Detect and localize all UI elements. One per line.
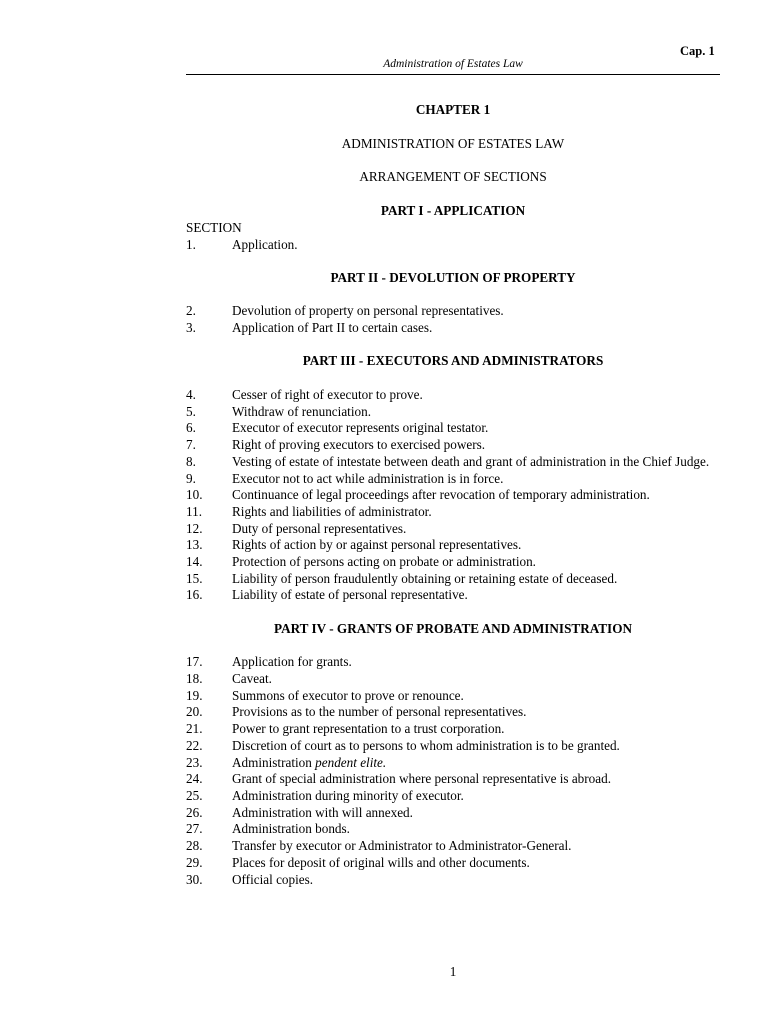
section-number: 28. bbox=[186, 838, 203, 854]
section-title-text: Provisions as to the number of personal representatives. bbox=[232, 704, 527, 720]
section-number: 23. bbox=[186, 754, 203, 770]
section-title-text: Liability of estate of personal representative. bbox=[232, 587, 468, 603]
section-title-text: Application of Part II to certain cases. bbox=[232, 320, 433, 336]
section-number: 17. bbox=[186, 654, 203, 670]
section-entry bbox=[186, 654, 720, 671]
section-number: 29. bbox=[186, 854, 203, 870]
section-title-text: Discretion of court as to persons to whom administration is to be granted. bbox=[232, 737, 620, 753]
part-heading: PART III - EXECUTORS AND ADMINISTRATORS bbox=[302, 353, 604, 369]
section-title bbox=[232, 821, 720, 838]
section-entry bbox=[186, 805, 720, 822]
section-entry bbox=[186, 821, 720, 838]
section-title bbox=[232, 487, 720, 504]
section-entry bbox=[186, 387, 720, 404]
section-title bbox=[232, 805, 720, 822]
section-number: 24. bbox=[186, 771, 203, 787]
section-number: 18. bbox=[186, 671, 203, 687]
section-title bbox=[232, 688, 720, 705]
section-title bbox=[232, 420, 720, 437]
section-entry bbox=[186, 487, 720, 504]
section-entry bbox=[186, 537, 720, 554]
parts-list bbox=[186, 203, 720, 888]
section-entry bbox=[186, 872, 720, 889]
section-title bbox=[232, 320, 720, 337]
section-number: 25. bbox=[186, 788, 203, 803]
section-number: 10. bbox=[186, 487, 203, 503]
section-entry bbox=[186, 738, 720, 755]
section-title-text: Grant of special administration where personal representative is abroad. bbox=[232, 771, 611, 787]
section-column-label: SECTION bbox=[186, 219, 242, 235]
section-title bbox=[232, 537, 720, 554]
section-entry bbox=[186, 721, 720, 738]
section-title-text: Caveat. bbox=[232, 671, 272, 687]
section-title-text: Administration bonds. bbox=[232, 821, 350, 837]
section-title-text: Protection of persons acting on probate or administration. bbox=[232, 554, 536, 570]
section-title-text: Rights and liabilities of administrator. bbox=[232, 503, 432, 519]
section-title-text: Administration bbox=[232, 754, 316, 770]
section-entry bbox=[186, 838, 720, 855]
section-title-text: Cesser of right of executor to prove. bbox=[232, 387, 423, 403]
section-title-text: Executor of executor represents original testator. bbox=[232, 420, 489, 436]
section-title-text: Devolution of property on personal representatives. bbox=[232, 303, 504, 319]
section-list bbox=[186, 237, 720, 254]
section-entry bbox=[186, 788, 720, 805]
section-number: 16. bbox=[186, 587, 203, 603]
section-entry bbox=[186, 587, 720, 604]
section-entry bbox=[186, 504, 720, 521]
section-title bbox=[232, 838, 720, 855]
section-title-text: Executor not to act while administration is in force. bbox=[232, 470, 504, 486]
section-entry bbox=[186, 320, 720, 337]
section-number: 12. bbox=[186, 520, 203, 536]
section-title bbox=[232, 771, 720, 788]
section-entry bbox=[186, 671, 720, 688]
section-title bbox=[232, 504, 720, 521]
section-title-text: Liability of person fraudulently obtaining or retaining estate of deceased. bbox=[232, 570, 618, 586]
section-title bbox=[232, 404, 720, 421]
section-number: 5. bbox=[186, 403, 196, 419]
section-number: 15. bbox=[186, 570, 203, 586]
section-title-text: Official copies. bbox=[232, 871, 314, 887]
section-number: 6. bbox=[186, 420, 196, 436]
running-header: Administration of Estates Law bbox=[383, 58, 523, 70]
section-number: 21. bbox=[186, 721, 203, 737]
chapter-heading: CHAPTER 1 bbox=[415, 102, 491, 117]
section-title-text: Vesting of estate of intestate between death and grant of administration in the Chief Judge. bbox=[232, 453, 710, 469]
section-title bbox=[232, 471, 720, 488]
section-number: 3. bbox=[186, 320, 196, 336]
section-number: 11. bbox=[186, 503, 202, 519]
section-title bbox=[232, 387, 720, 404]
section-title bbox=[232, 587, 720, 604]
section-entry bbox=[186, 554, 720, 571]
section-title-text: Rights of action by or against personal representatives. bbox=[232, 537, 522, 553]
section-title bbox=[232, 654, 720, 671]
section-title bbox=[232, 571, 720, 588]
section-title-text: Summons of executor to prove or renounce. bbox=[232, 687, 464, 703]
section-title bbox=[232, 855, 720, 872]
section-title bbox=[232, 755, 720, 772]
section-number: 30. bbox=[186, 871, 203, 887]
section-title bbox=[232, 554, 720, 571]
section-title-text: Application. bbox=[232, 236, 298, 252]
section-title bbox=[232, 454, 720, 471]
section-title-text: Duty of personal representatives. bbox=[232, 520, 407, 536]
section-title bbox=[232, 704, 720, 721]
section-list bbox=[186, 387, 720, 604]
section-entry bbox=[186, 437, 720, 454]
section-number: 26. bbox=[186, 804, 203, 820]
section-entry bbox=[186, 688, 720, 705]
section-title bbox=[232, 437, 720, 454]
part-heading: PART I - APPLICATION bbox=[380, 203, 526, 219]
section-list bbox=[186, 303, 720, 336]
section-title-text: Right of proving executors to exercised powers. bbox=[232, 437, 486, 453]
section-number: 22. bbox=[186, 737, 203, 753]
page-number: 1 bbox=[449, 964, 457, 979]
section-title-text: Places for deposit of original wills and other documents. bbox=[232, 854, 530, 870]
section-entry bbox=[186, 571, 720, 588]
section-number: 14. bbox=[186, 554, 203, 570]
section-title bbox=[232, 237, 720, 254]
document-body bbox=[186, 102, 720, 905]
law-title: ADMINISTRATION OF ESTATES LAW bbox=[341, 135, 565, 151]
part-heading: PART II - DEVOLUTION OF PROPERTY bbox=[330, 269, 576, 285]
section-title-text: Power to grant representation to a trust corporation. bbox=[232, 721, 505, 737]
section-list bbox=[186, 654, 720, 888]
arrangement-heading: ARRANGEMENT OF SECTIONS bbox=[359, 169, 547, 185]
section-entry bbox=[186, 771, 720, 788]
section-title bbox=[232, 521, 720, 538]
section-number: 9. bbox=[186, 470, 196, 486]
section-title-text: Administration with will annexed. bbox=[232, 804, 413, 820]
section-entry bbox=[186, 237, 720, 254]
header-rule bbox=[186, 74, 720, 75]
section-title bbox=[232, 788, 720, 805]
section-number: 4. bbox=[186, 387, 196, 403]
section-number: 2. bbox=[186, 303, 196, 319]
section-number: 7. bbox=[186, 437, 196, 453]
section-title bbox=[232, 738, 720, 755]
section-title-italic: pendent elite. bbox=[315, 754, 387, 770]
section-entry bbox=[186, 454, 720, 471]
section-entry bbox=[186, 420, 720, 437]
section-entry bbox=[186, 855, 720, 872]
section-entry bbox=[186, 755, 720, 772]
section-title-text: Withdraw of renunciation. bbox=[232, 403, 371, 419]
section-entry bbox=[186, 303, 720, 320]
section-title-text: Transfer by executor or Administrator to Administrator-General. bbox=[232, 838, 572, 854]
section-title bbox=[232, 721, 720, 738]
section-title bbox=[232, 872, 720, 889]
section-entry bbox=[186, 471, 720, 488]
section-title bbox=[232, 671, 720, 688]
section-number: 27. bbox=[186, 821, 203, 837]
section-entry bbox=[186, 521, 720, 538]
section-number: 13. bbox=[186, 537, 203, 553]
section-title bbox=[232, 303, 720, 320]
section-entry bbox=[186, 404, 720, 421]
cap-number: Cap. 1 bbox=[680, 44, 715, 58]
section-number: 1. bbox=[186, 236, 196, 252]
section-title-text: Application for grants. bbox=[232, 654, 352, 670]
section-title-text: Administration during minority of executor. bbox=[232, 788, 464, 803]
section-entry bbox=[186, 704, 720, 721]
section-title-text: Continuance of legal proceedings after revocation of temporary administration. bbox=[232, 487, 650, 503]
section-number: 20. bbox=[186, 704, 203, 720]
part-heading: PART IV - GRANTS OF PROBATE AND ADMINISTRATION bbox=[274, 620, 632, 636]
section-number: 8. bbox=[186, 453, 196, 469]
section-number: 19. bbox=[186, 687, 203, 703]
